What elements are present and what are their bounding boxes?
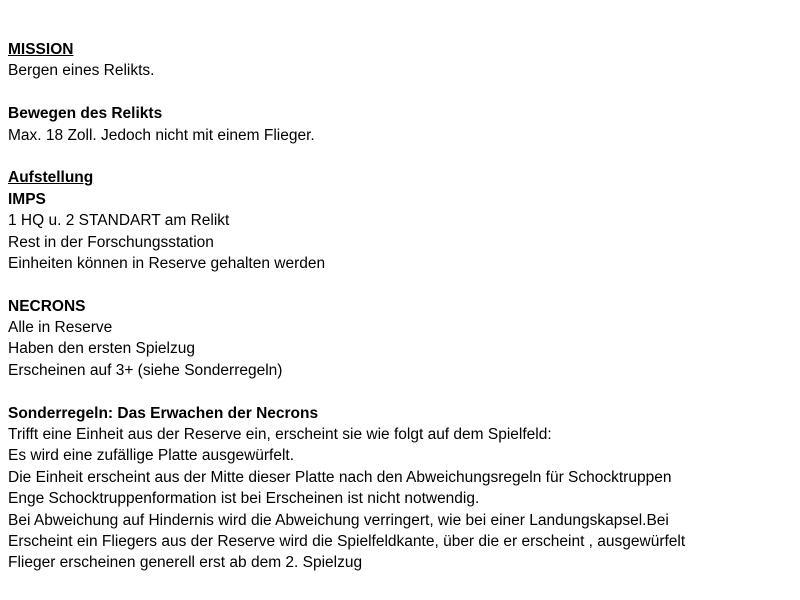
mission-text: Bergen eines Relikts. (8, 62, 155, 80)
special-rules-heading: Sonderregeln: Das Erwachen der Necrons (8, 404, 319, 422)
special-rules-line: Bei Abweichung auf Hindernis wird die Abweichung verringert, wie bei einer Landungskapsel.Bei (8, 511, 669, 529)
spacer (8, 82, 792, 103)
imps-line: Einheiten können in Reserve gehalten werden (8, 254, 326, 272)
mission-document (8, 39, 792, 574)
spacer (8, 146, 792, 167)
deployment-heading: Aufstellung (8, 169, 94, 187)
necrons-line: Erscheinen auf 3+ (siehe Sonderregeln) (8, 361, 283, 379)
relic-movement-text: Max. 18 Zoll. Jedoch nicht mit einem Flieger. (8, 126, 315, 144)
special-rules-line: Trifft eine Einheit aus der Reserve ein, erscheint sie wie folgt auf dem Spielfeld: (8, 426, 552, 444)
relic-movement-heading: Bewegen des Relikts (8, 105, 163, 123)
imps-heading: IMPS (8, 190, 46, 208)
mission-heading: MISSION (8, 41, 74, 58)
necrons-heading: NECRONS (8, 297, 86, 315)
special-rules-line: Die Einheit erscheint aus der Mitte dieser Platte nach den Abweichungsregeln für Schocktruppen (8, 468, 672, 486)
special-rules-line: Flieger erscheinen generell erst ab dem 2. Spielzug (8, 554, 363, 572)
necrons-line: Alle in Reserve (8, 319, 113, 337)
special-rules-line: Es wird eine zufällige Platte ausgewürfelt. (8, 447, 295, 465)
imps-line: 1 HQ u. 2 STANDART am Relikt (8, 212, 230, 230)
spacer (8, 274, 792, 295)
necrons-line: Haben den ersten Spielzug (8, 340, 195, 358)
imps-line: Rest in der Forschungsstation (8, 233, 214, 251)
special-rules-line: Enge Schocktruppenformation ist bei Erscheinen ist nicht notwendig. (8, 490, 480, 508)
spacer (8, 381, 792, 402)
special-rules-line: Erscheint ein Fliegers aus der Reserve wird die Spielfeldkante, über die er erscheint , ausgewürfelt (8, 532, 686, 550)
